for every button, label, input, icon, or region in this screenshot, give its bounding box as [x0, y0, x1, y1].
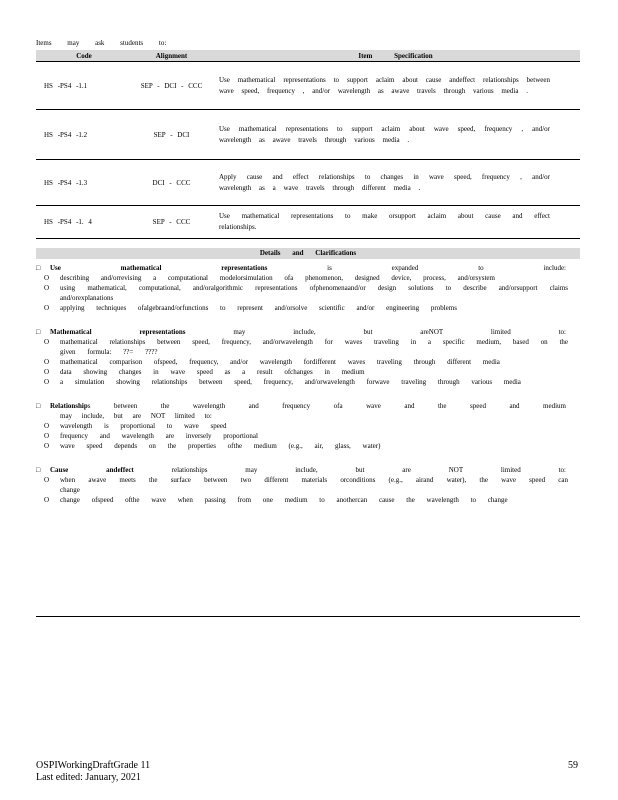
circle-bullet-icon: O [44, 284, 50, 292]
bullet-text: describing and/orrevising a computational modelorsimulation ofa phenomenon, designed device, process, and/orsystem [60, 274, 495, 282]
section-title-rest: relationships may include, but are NOT limited to: [133, 466, 566, 474]
details-section [36, 401, 580, 451]
row-alignment: SEP - DCI - CCC [132, 62, 211, 110]
details-section [36, 465, 580, 505]
table-row [36, 62, 580, 110]
details-section [36, 263, 580, 313]
item-spec-table [36, 50, 580, 239]
circle-bullet-icon: O [44, 358, 50, 366]
section-title-bold: Cause andeffect [50, 466, 134, 474]
section-title-rest: s between the wavelength and frequency ofa wave and the speed and medium [87, 402, 566, 410]
list-item [36, 377, 580, 387]
page-number: 59 [568, 760, 578, 771]
circle-bullet-icon: O [44, 432, 50, 440]
circle-bullet-icon: O [44, 442, 50, 450]
table-row [36, 206, 580, 239]
row-alignment: SEP - DCI [132, 110, 211, 160]
bullet-text: applying techniques ofalgebraand/orfunctions to represent and/orsolve scientific and/or engineering problems [60, 304, 457, 312]
row-spec: Use mathematical representations to support aclaim about cause andeffect relationships between wave speed, frequency , and/or wavelength as awave travels through various media . [211, 62, 580, 110]
row-code: HS -PS4 -1. 4 [36, 206, 132, 239]
list-item [36, 273, 580, 283]
checkbox-square-icon: □ [36, 264, 41, 272]
row-spec: Use mathematical representations to support aclaim about wave speed, frequency , and/or wavelength as awave travels through various media . [211, 110, 580, 160]
bullet-text: wavelength is proportional to wave speed [60, 422, 227, 430]
bullet-text: wave speed depends on the properties ofthe medium (e.g., air, glass, water) [60, 442, 381, 450]
bullet-text: mathematical relationships between speed, frequency, and/orwavelength for waves traveling in a specific medium, based on the given formula: ??= ???? [60, 338, 568, 356]
section-title-bold: Relationship [50, 402, 88, 410]
circle-bullet-icon: O [44, 476, 50, 484]
circle-bullet-icon: O [44, 338, 50, 346]
circle-bullet-icon: O [44, 368, 50, 376]
list-item [36, 303, 580, 313]
row-spec: Apply cause and effect relationships to changes in wave speed, frequency , and/or wavelength as a wave travels through different media . [211, 160, 580, 206]
checkbox-square-icon: □ [36, 328, 41, 336]
bullet-text: a simulation showing relationships between speed, frequency, and/orwavelength forwave traveling through various media [60, 378, 521, 386]
header-spec: Item Specification [211, 50, 580, 62]
list-item [36, 337, 580, 357]
details-section [36, 327, 580, 387]
list-item [36, 495, 580, 505]
table-row [36, 160, 580, 206]
list-item [36, 475, 580, 495]
row-code: HS -PS4 -1.1 [36, 62, 132, 110]
section-title-bold: Use mathematical representations [50, 264, 268, 272]
details-clarifications [36, 248, 580, 505]
section-title-rest: may include, but areNOT limited to: [185, 328, 566, 336]
row-alignment: DCI - CCC [132, 160, 211, 206]
circle-bullet-icon: O [44, 422, 50, 430]
details-header: Details and Clarifications [36, 248, 580, 259]
header-code: Code [36, 50, 132, 62]
row-code: HS -PS4 -1.2 [36, 110, 132, 160]
list-item [36, 421, 580, 431]
circle-bullet-icon: O [44, 304, 50, 312]
list-item [36, 441, 580, 451]
page-footer [36, 760, 150, 784]
checkbox-square-icon: □ [36, 466, 41, 474]
document-title: OSPIWorkingDraftGrade 11 [36, 760, 151, 771]
bullet-text: when awave meets the surface between two different materials orconditions (e.g., airand water), the wave speed can change [60, 476, 568, 494]
checkbox-square-icon: □ [36, 402, 41, 410]
section-title [36, 327, 580, 337]
bullet-text: using mathematical, computational, and/oralgorithmic representations ofphenomenaand/or design solutions to describe and/orsupport claims and/orexplanations [60, 284, 568, 302]
circle-bullet-icon: O [44, 274, 50, 282]
section-subline: may include, but are NOT limited to: [60, 412, 212, 420]
section-title-rest: is expanded to include: [267, 264, 566, 272]
bullet-text: change ofspeed ofthe wave when passing from one medium to anothercan cause the wavelength to change [60, 496, 508, 504]
row-code: HS -PS4 -1.3 [36, 160, 132, 206]
circle-bullet-icon: O [44, 496, 50, 504]
bullet-text: data showing changes in wave speed as a result ofchanges in medium [60, 368, 365, 376]
list-item [36, 431, 580, 441]
list-item [36, 357, 580, 367]
bullet-text: mathematical comparison ofspeed, frequency, and/or wavelength fordifferent waves traveling through different media [60, 358, 500, 366]
table-row [36, 110, 580, 160]
row-spec: Use mathematical representations to make orsupport aclaim about cause and effect relationships. [211, 206, 580, 239]
details-bottom-rule [36, 616, 580, 617]
bullet-text: frequency and wavelength are inversely proportional [60, 432, 258, 440]
section-title [36, 401, 580, 411]
section-title [36, 263, 580, 273]
list-item [36, 367, 580, 377]
intro-text: Items may ask students to: [36, 39, 167, 47]
table-header-row [36, 50, 580, 62]
section-title-bold: Mathematical representations [50, 328, 186, 336]
last-edited: Last edited: January, 2021 [36, 772, 141, 783]
section-title [36, 465, 580, 475]
row-alignment: SEP - CCC [132, 206, 211, 239]
header-alignment: Alignment [132, 50, 211, 62]
circle-bullet-icon: O [44, 378, 50, 386]
list-item [36, 283, 580, 303]
